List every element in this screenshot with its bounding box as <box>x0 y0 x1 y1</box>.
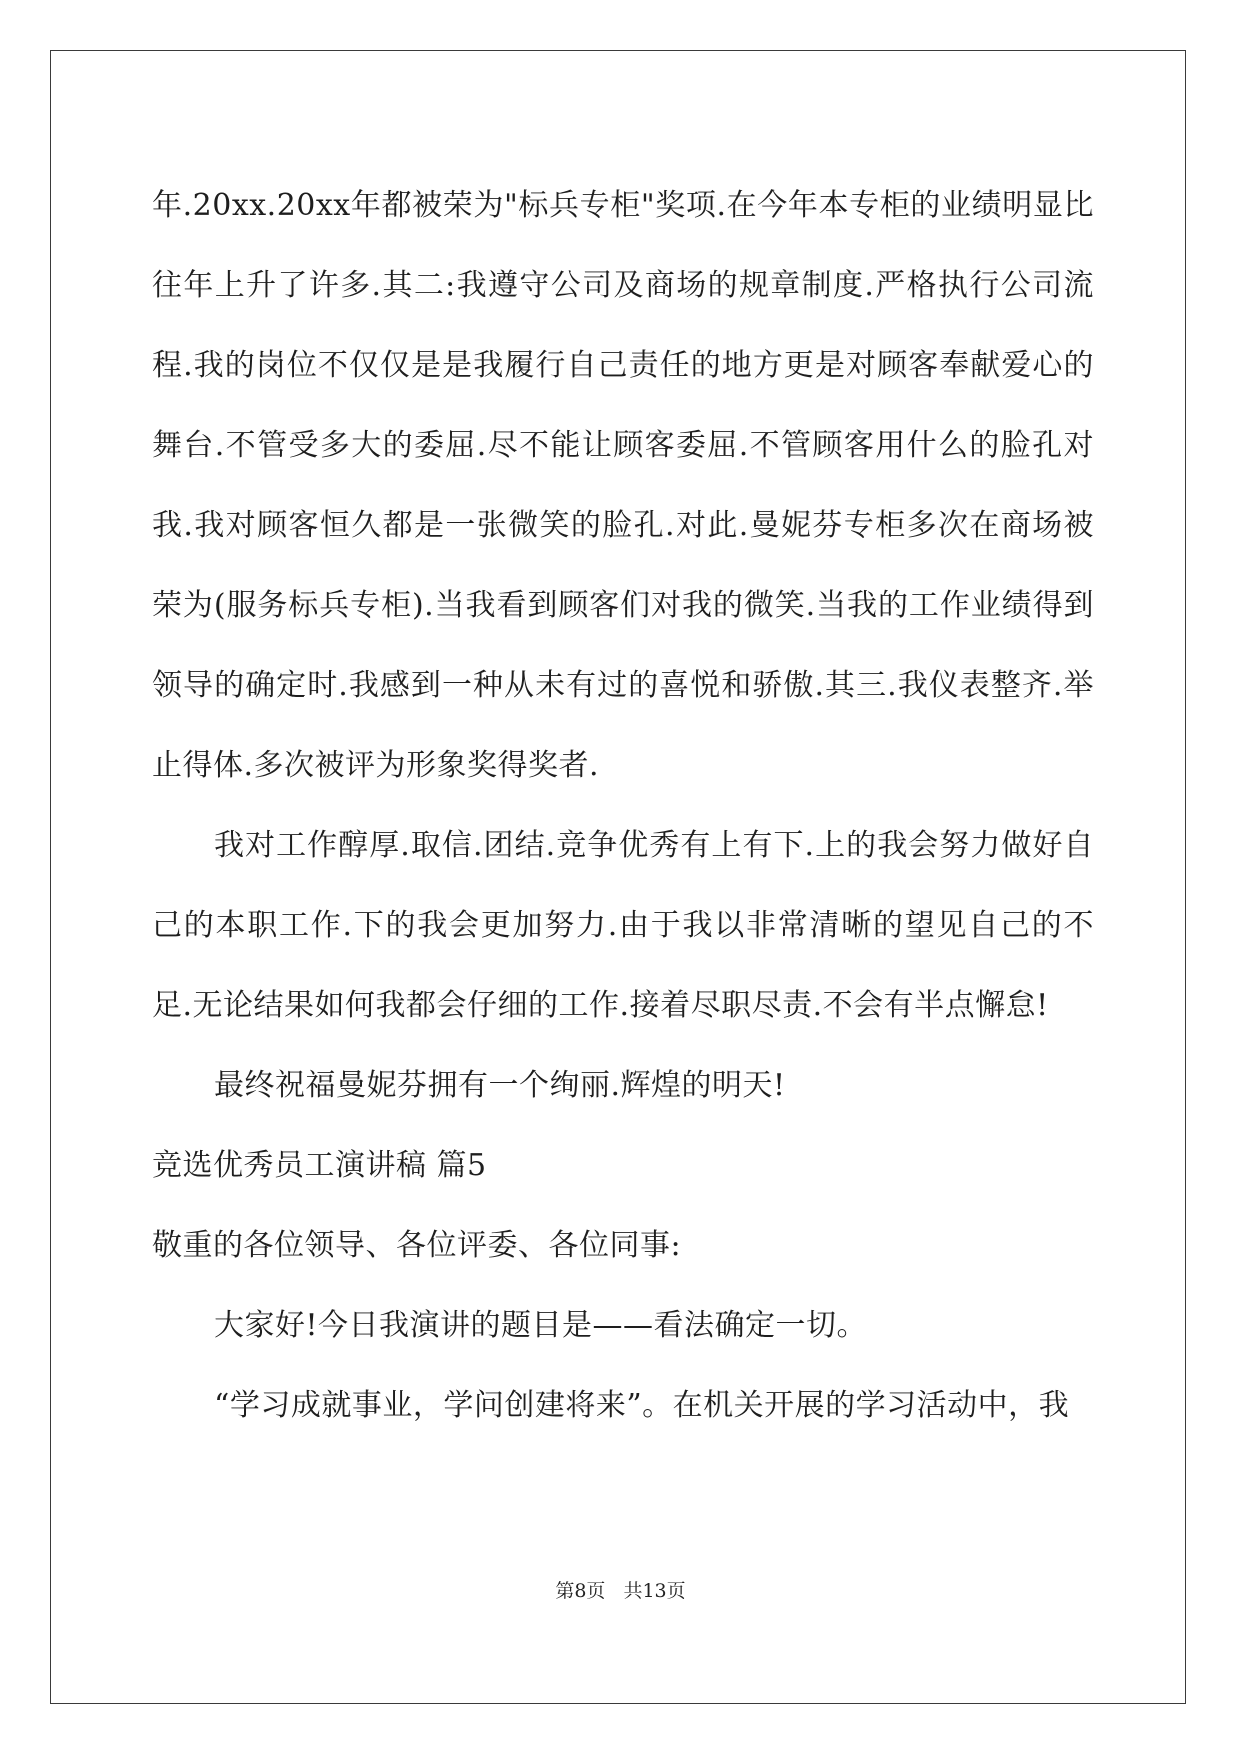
page-number: 第8页 <box>555 1580 606 1602</box>
paragraph-greeting: 大家好!今日我演讲的题目是——看法确定一切。 <box>214 1308 868 1343</box>
section-heading: 竞选优秀员工演讲稿 篇5 <box>152 1148 487 1183</box>
page-footer <box>0 1576 1241 1603</box>
paragraph-3: 最终祝福曼妮芬拥有一个绚丽.辉煌的明天! <box>214 1068 786 1103</box>
document-body <box>152 166 1094 1446</box>
paragraph-2: 我对工作醇厚.取信.团结.竞争优秀有上有下.上的我会努力做好自己的本职工作.下的我会更加努力.由于我以非常清晰的望见自己的不足.无论结果如何我都会仔细的工作.接着尽职尽责.不会有半点懈怠! <box>152 828 1094 1023</box>
salutation: 敬重的各位领导、各位评委、各位同事: <box>152 1228 682 1263</box>
page-total: 共13页 <box>623 1580 686 1602</box>
paragraph-1: 年.20xx.20xx年都被荣为"标兵专柜"奖项.在今年本专柜的业绩明显比往年上升了许多.其二:我遵守公司及商场的规章制度.严格执行公司流程.我的岗位不仅仅是是我履行自己责任的地方更是对顾客奉献爱心的舞台.不管受多大的委屈.尽不能让顾客委屈.不管顾客用什么的脸孔对我.我对顾客恒久都是一张微笑的脸孔.对此.曼妮芬专柜多次在商场被荣为(服务标兵专柜).当我看到顾客们对我的微笑.当我的工作业绩得到领导的确定时.我感到一种从未有过的喜悦和骄傲.其三.我仪表整齐.举止得体.多次被评为形象奖得奖者. <box>152 188 1094 783</box>
paragraph-quote: “学习成就事业，学问创建将来”。在机关开展的学习活动中，我 <box>214 1388 1070 1423</box>
